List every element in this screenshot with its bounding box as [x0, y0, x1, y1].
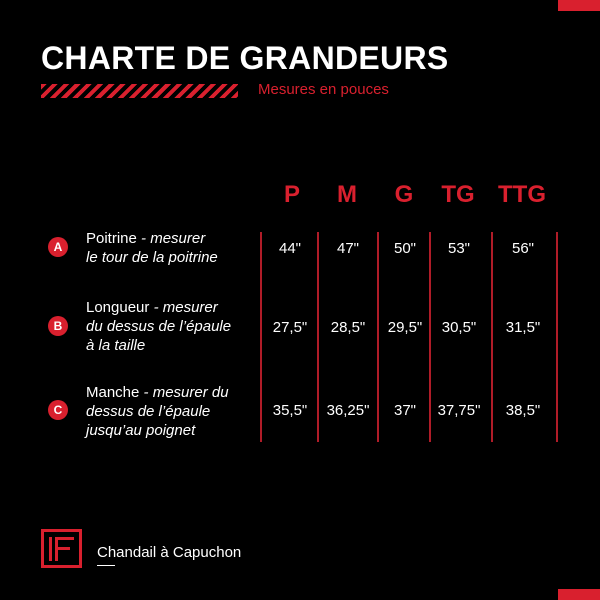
measure-label-chest: [86, 229, 261, 267]
value-sleeve-p: 35,5": [272, 402, 308, 419]
row-badge-b: B: [48, 316, 68, 336]
value-chest-p: 44": [278, 240, 301, 257]
page-title: CHARTE DE GRANDEURS: [41, 40, 449, 76]
value-length-g: 29,5": [387, 319, 423, 336]
units-subtitle: Mesures en pouces: [258, 81, 389, 98]
hazard-stripes: [41, 84, 238, 98]
measure-desc: dessus de l’épaule: [86, 403, 211, 420]
measure-label-length: [86, 298, 261, 355]
value-chest-g: 50": [393, 240, 416, 257]
measure-desc: du dessus de l’épaule: [86, 318, 232, 335]
corner-accent-top: [558, 0, 600, 11]
value-chest-m: 47": [336, 240, 359, 257]
corner-accent-bottom: [558, 589, 600, 600]
tf-logo-icon: [41, 529, 82, 568]
value-sleeve-m: 36,25": [326, 402, 370, 419]
size-header-g: G: [394, 181, 414, 208]
measure-name: Poitrine: [86, 230, 137, 247]
product-underline: [97, 565, 115, 566]
measure-name: Longueur: [86, 299, 150, 316]
product-name: Chandail à Capuchon: [97, 544, 242, 561]
measure-desc: jusqu’au poignet: [86, 422, 196, 439]
measure-desc: à la taille: [86, 337, 146, 354]
value-length-tg: 30,5": [441, 319, 477, 336]
row-badge-c: C: [48, 400, 68, 420]
value-sleeve-ttg: 38,5": [505, 402, 541, 419]
measure-desc: - mesurer: [141, 230, 206, 247]
size-header-m: M: [337, 181, 357, 208]
measure-desc: - mesurer: [153, 299, 218, 316]
value-chest-ttg: 56": [511, 240, 534, 257]
size-header-ttg: TTG: [498, 181, 546, 208]
size-header-p: P: [283, 181, 300, 208]
row-badge-a: A: [48, 237, 68, 257]
value-length-m: 28,5": [330, 319, 366, 336]
measure-desc: - mesurer du: [143, 384, 229, 401]
value-sleeve-tg: 37,75": [437, 402, 481, 419]
size-header-tg: TG: [441, 181, 475, 208]
value-length-ttg: 31,5": [505, 319, 541, 336]
measure-desc: le tour de la poitrine: [86, 249, 218, 266]
value-sleeve-g: 37": [393, 402, 416, 419]
measure-label-sleeve: [86, 383, 261, 440]
measure-name: Manche: [86, 384, 140, 401]
value-length-p: 27,5": [272, 319, 308, 336]
value-chest-tg: 53": [447, 240, 470, 257]
